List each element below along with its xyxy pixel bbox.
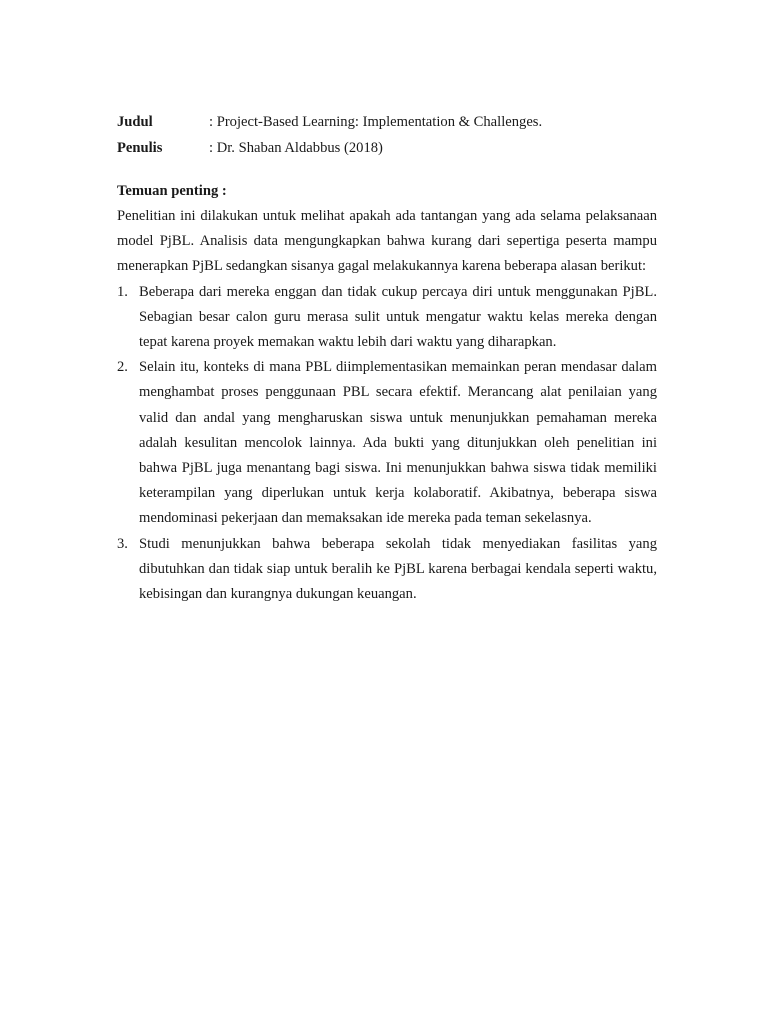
author-label: Penulis [117, 140, 163, 156]
list-item [117, 532, 657, 608]
findings-heading: Temuan penting : [117, 183, 227, 199]
findings-intro: Penelitian ini dilakukan untuk melihat apakah ada tantangan yang ada selama pelaksanaan model PjBL. Analisis data mengungkapkan bahwa kurang dari sepertiga peserta mampu menerapkan PjBL sedangkan sisanya gagal melakukannya karena beberapa alasan berikut: [117, 208, 657, 275]
list-item-text: Selain itu, konteks di mana PBL diimplementasikan memainkan peran mendasar dalam menghambat proses penggunaan PBL secara efektif. Merancang alat penilaian yang valid dan andal yang mengharuskan siswa untuk menunjukkan pemahaman mereka adalah kesulitan mencolok lainnya. Ada bukti yang ditunjukkan oleh penelitian ini bahwa PjBL juga menantang bagi siswa. Ini menunjukkan bahwa siswa tidak memiliki keterampilan yang diperlukan untuk kerja kolaboratif. Akibatnya, beberapa siswa mendominasi pekerjaan dan memaksakan ide mereka pada teman sekelasnya. [139, 359, 657, 527]
document-page [117, 109, 657, 607]
list-item [117, 355, 657, 531]
spacer [117, 161, 657, 179]
list-item-number: 3. [117, 535, 128, 552]
title-label: Judul [117, 114, 153, 130]
author-row [117, 135, 657, 161]
author-value: : Dr. Shaban Aldabbus (2018) [209, 140, 383, 156]
list-item-text: Beberapa dari mereka enggan dan tidak cukup percaya diri untuk menggunakan PjBL. Sebagian besar calon guru merasa sulit untuk mengatur waktu kelas mereka dengan tepat karena proyek memakan waktu lebih dari waktu yang diharapkan. [139, 283, 657, 351]
list-item-number: 1. [117, 283, 128, 300]
title-value: : Project-Based Learning: Implementation & Challenges. [209, 114, 543, 130]
list-item [117, 280, 657, 356]
list-item-number: 2. [117, 359, 128, 376]
list-item-text: Studi menunjukkan bahwa beberapa sekolah tidak menyediakan fasilitas yang dibutuhkan dan tidak siap untuk beralih ke PjBL karena berbagai kendala seperti waktu, kebisingan dan kurangnya dukungan keuangan. [139, 535, 657, 603]
title-row [117, 109, 657, 135]
findings-list [117, 280, 657, 608]
